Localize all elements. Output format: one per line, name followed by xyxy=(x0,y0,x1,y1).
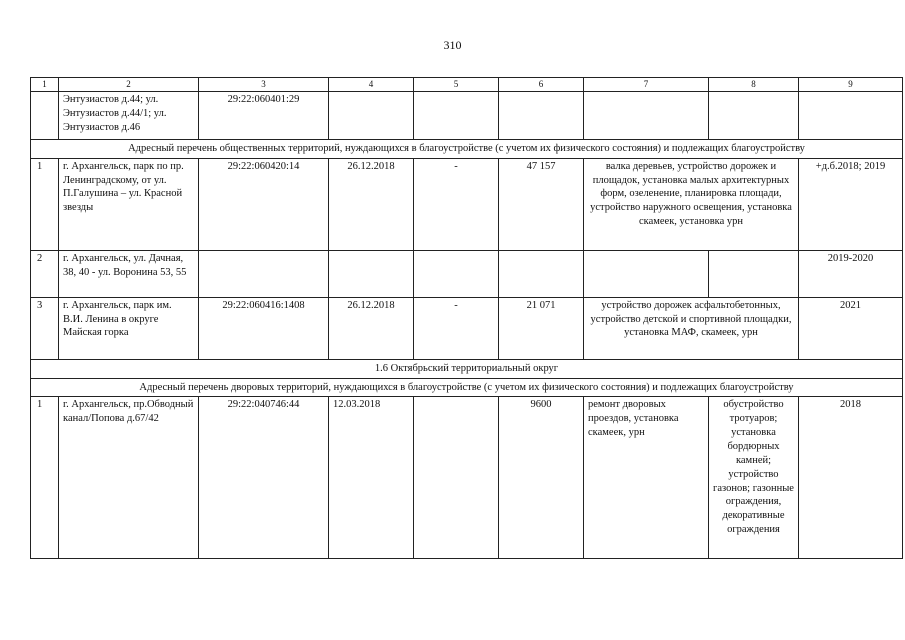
column-number: 4 xyxy=(329,78,414,92)
section-heading: Адресный перечень общественных территорий, нуждающихся в благоустройстве (с учетом их физического состояния) и подлежащих благоустройству xyxy=(31,139,903,158)
territory-table xyxy=(30,77,903,559)
cadastre-cell: 29:22:040746:44 xyxy=(199,397,329,559)
district-heading: 1.6 Октябрьский территориальный округ xyxy=(31,359,903,378)
column-number-row xyxy=(31,78,903,92)
date-cell xyxy=(329,250,414,297)
col5-cell: - xyxy=(414,297,499,359)
address-cell: г. Архангельск, парк по пр. Ленинградскому, от ул. П.Галушина – ул. Красной звезды xyxy=(59,158,199,250)
page-number: 310 xyxy=(443,38,462,52)
table-row xyxy=(31,250,903,297)
column-number: 5 xyxy=(414,78,499,92)
table-row xyxy=(31,297,903,359)
date-cell: 26.12.2018 xyxy=(329,297,414,359)
section-row xyxy=(31,139,903,158)
column-number: 8 xyxy=(709,78,799,92)
section-row xyxy=(31,378,903,397)
table-row xyxy=(31,91,903,139)
address-cell: Энтузиастов д.44; ул. Энтузиастов д.44/1; ул. Энтузиастов д.46 xyxy=(59,91,199,139)
row-number-cell: 1 xyxy=(31,158,59,250)
works-cell xyxy=(584,250,709,297)
address-cell: г. Архангельск, пр.Обводный канал/Попова д.67/42 xyxy=(59,397,199,559)
works-cell xyxy=(584,91,709,139)
table-row xyxy=(31,397,903,559)
row-number-cell: 1 xyxy=(31,397,59,559)
year-cell: 2019-2020 xyxy=(799,250,903,297)
works2-cell xyxy=(709,250,799,297)
column-number: 3 xyxy=(199,78,329,92)
col5-cell xyxy=(414,397,499,559)
works2-cell: обустройство тротуаров; установка бордюрных камней; устройство газонов; газонные ограждения, декоративные ограждения xyxy=(709,397,799,559)
date-cell: 12.03.2018 xyxy=(329,397,414,559)
section-heading: Адресный перечень дворовых территорий, нуждающихся в благоустройстве (с учетом их физического состояния) и подлежащих благоустройству xyxy=(31,378,903,397)
date-cell: 26.12.2018 xyxy=(329,158,414,250)
area-cell: 21 071 xyxy=(499,297,584,359)
col5-cell: - xyxy=(414,158,499,250)
year-cell: +д.б.2018; 2019 xyxy=(799,158,903,250)
row-number-cell xyxy=(31,91,59,139)
works-cell: валка деревьев, устройство дорожек и площадок, установка малых архитектурных форм, озеленение, планировка площади, устройство наружного освещения, установка скамеек, установка урн xyxy=(584,158,799,250)
cadastre-cell: 29:22:060401:29 xyxy=(199,91,329,139)
area-cell: 9600 xyxy=(499,397,584,559)
year-cell xyxy=(799,91,903,139)
cadastre-cell: 29:22:060420:14 xyxy=(199,158,329,250)
row-number-cell: 2 xyxy=(31,250,59,297)
row-number-cell: 3 xyxy=(31,297,59,359)
address-cell: г. Архангельск, ул. Дачная, 38, 40 - ул. Воронина 53, 55 xyxy=(59,250,199,297)
column-number: 9 xyxy=(799,78,903,92)
column-number: 1 xyxy=(31,78,59,92)
area-cell: 47 157 xyxy=(499,158,584,250)
section-row xyxy=(31,359,903,378)
year-cell: 2018 xyxy=(799,397,903,559)
column-number: 7 xyxy=(584,78,709,92)
area-cell xyxy=(499,250,584,297)
area-cell xyxy=(499,91,584,139)
column-number: 6 xyxy=(499,78,584,92)
cadastre-cell: 29:22:060416:1408 xyxy=(199,297,329,359)
year-cell: 2021 xyxy=(799,297,903,359)
date-cell xyxy=(329,91,414,139)
table-row xyxy=(31,158,903,250)
column-number: 2 xyxy=(59,78,199,92)
col5-cell xyxy=(414,91,499,139)
col5-cell xyxy=(414,250,499,297)
works-cell: устройство дорожек асфальтобетонных, устройство детской и спортивной площадки, установка МАФ, скамеек, урн xyxy=(584,297,799,359)
works2-cell xyxy=(709,91,799,139)
address-cell: г. Архангельск, парк им. В.И. Ленина в округе Майская горка xyxy=(59,297,199,359)
works-cell: ремонт дворовых проездов, установка скамеек, урн xyxy=(584,397,709,559)
cadastre-cell xyxy=(199,250,329,297)
